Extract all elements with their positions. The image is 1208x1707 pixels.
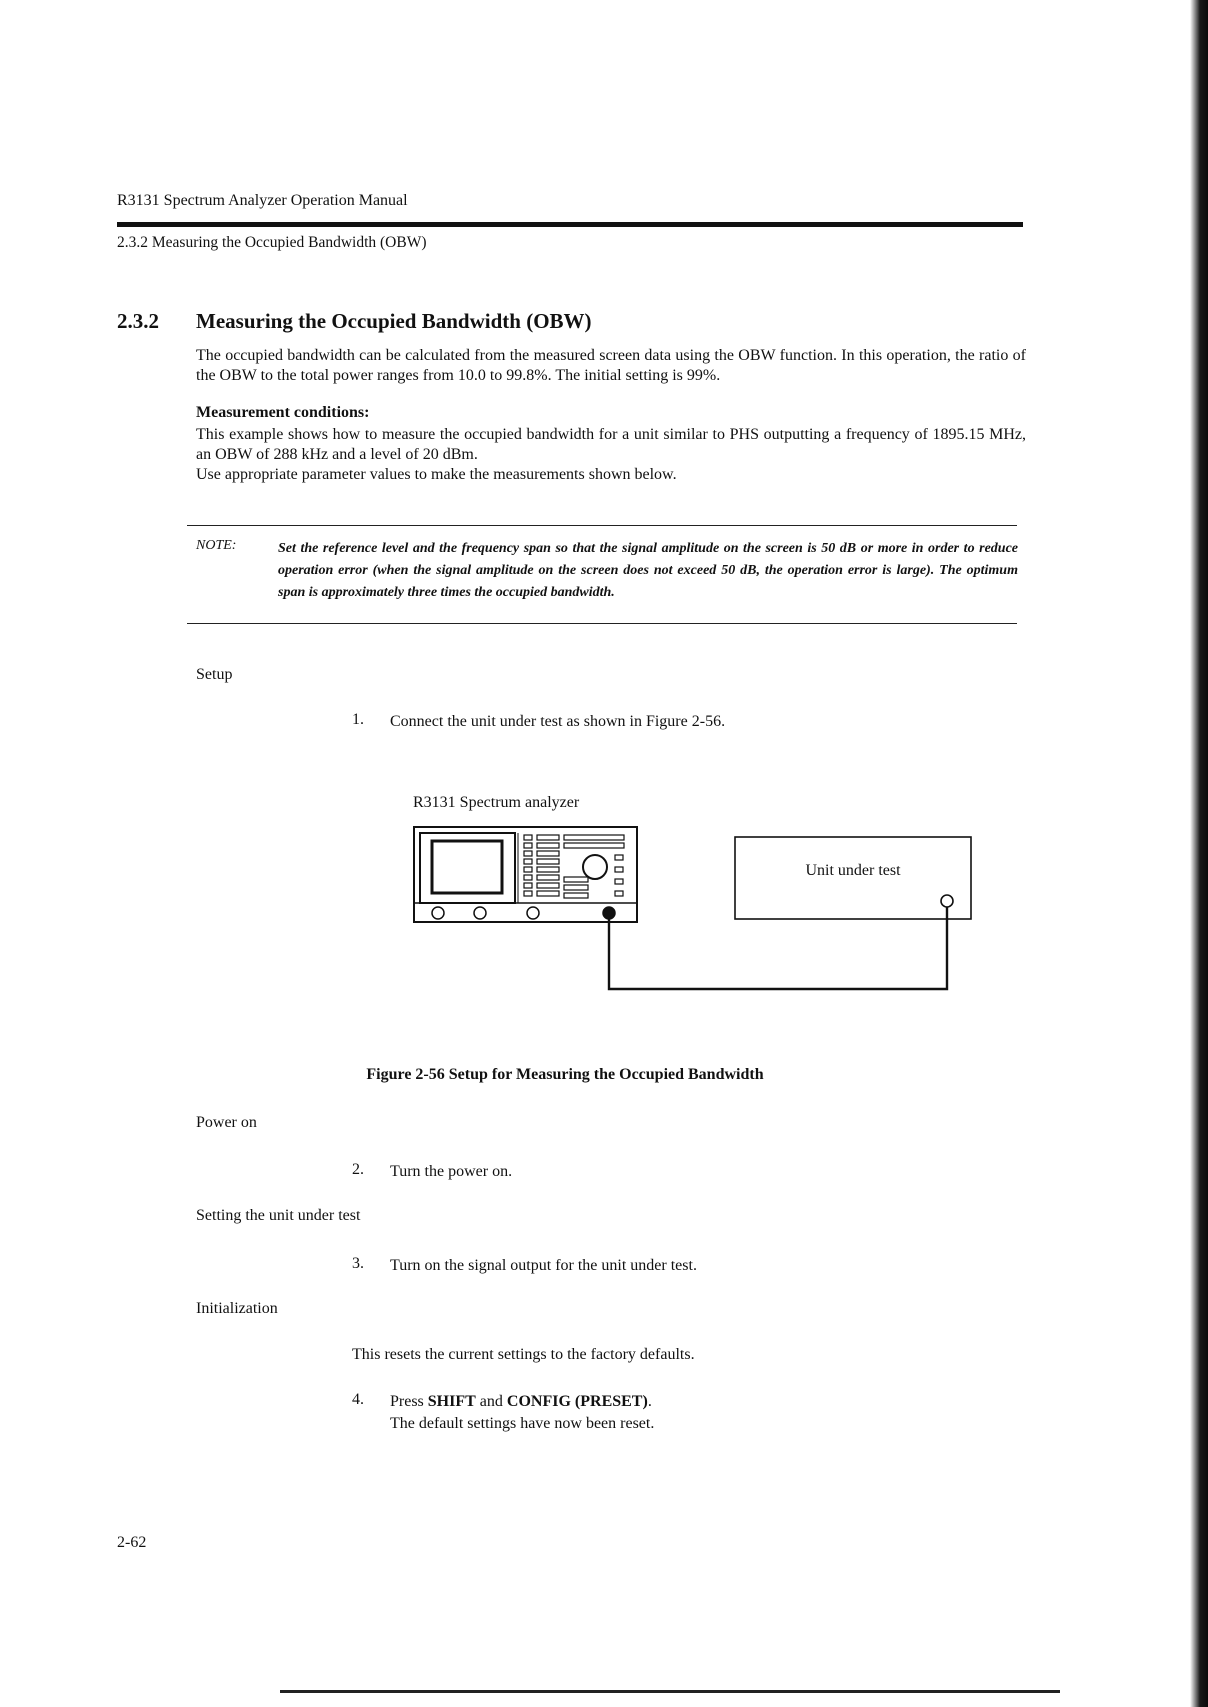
- connector-3: [527, 907, 539, 919]
- initialization-description: This resets the current settings to the factory defaults.: [352, 1346, 695, 1363]
- setting-dut-label: Setting the unit under test: [196, 1207, 361, 1224]
- note-top-rule: [187, 525, 1017, 526]
- analyzer-screen: [432, 841, 502, 893]
- scan-bottom-line: [280, 1690, 1060, 1693]
- note-label: NOTE:: [196, 538, 237, 553]
- note-text: Set the reference level and the frequency span so that the signal amplitude on the screen is 50 dB or more in order to reduce operation error (when the signal amplitude on the screen does not exceed 50 dB, the operation error is large). The optimum span is approximately three times the occupied bandwidth.: [278, 541, 1018, 600]
- setup-diagram: [400, 815, 1000, 1000]
- step-2-text: Turn the power on.: [390, 1163, 513, 1180]
- rf-input-connector: [603, 907, 615, 919]
- step-4-result: The default settings have now been reset.: [390, 1415, 655, 1432]
- figure-caption: Figure 2-56 Setup for Measuring the Occupied Bandwidth: [366, 1066, 764, 1083]
- step-4-and: and: [479, 1393, 503, 1410]
- step-4-number: 4.: [352, 1391, 364, 1408]
- step-3-text: Turn on the signal output for the unit under test.: [390, 1257, 697, 1274]
- shift-key: SHIFT: [427, 1393, 476, 1410]
- page-number: 2-62: [117, 1534, 147, 1551]
- spectrum-analyzer: [414, 827, 637, 922]
- note-bottom-rule: [187, 623, 1017, 624]
- scan-edge-shadow: [1190, 0, 1208, 1707]
- step-2-number: 2.: [352, 1161, 364, 1178]
- conditions-heading: Measurement conditions:: [196, 404, 370, 421]
- running-title: R3131 Spectrum Analyzer Operation Manual: [117, 192, 408, 209]
- setup-label: Setup: [196, 666, 233, 683]
- conditions-paragraph: [196, 425, 1026, 485]
- step-4-press: Press: [390, 1393, 424, 1410]
- power-on-label: Power on: [196, 1114, 257, 1131]
- step-1-number: 1.: [352, 711, 364, 728]
- intro-paragraph: The occupied bandwidth can be calculated from the measured screen data using the OBW function. In this operation, the ratio of the OBW to the total power ranges from 10.0 to 99.8%. The initial setting is 99%.: [196, 347, 1026, 384]
- step-3-number: 3.: [352, 1255, 364, 1272]
- section-title: Measuring the Occupied Bandwidth (OBW): [196, 309, 592, 333]
- config-preset-key: CONFIG (PRESET): [506, 1393, 648, 1410]
- analyzer-keypad: [524, 835, 624, 898]
- connector-1: [432, 907, 444, 919]
- initialization-label: Initialization: [196, 1300, 278, 1317]
- unit-under-test-label: Unit under test: [805, 862, 901, 879]
- analyzer-knob: [583, 855, 607, 879]
- conditions-line-2: Use appropriate parameter values to make the measurements shown below.: [196, 466, 677, 483]
- connector-2: [474, 907, 486, 919]
- section-number: 2.3.2: [117, 309, 159, 333]
- step-4-text: Press SHIFT and CONFIG (PRESET).: [390, 1393, 652, 1410]
- running-section: 2.3.2 Measuring the Occupied Bandwidth (OBW): [117, 234, 427, 251]
- step-1-text: Connect the unit under test as shown in Figure 2-56.: [390, 713, 726, 730]
- analyzer-label: R3131 Spectrum analyzer: [413, 794, 580, 811]
- conditions-line-1: This example shows how to measure the occupied bandwidth for a unit similar to PHS outputting a frequency of 1895.15 MHz, an OBW of 288 kHz and a level of 20 dBm.: [196, 426, 1026, 463]
- header-rule: [117, 222, 1023, 227]
